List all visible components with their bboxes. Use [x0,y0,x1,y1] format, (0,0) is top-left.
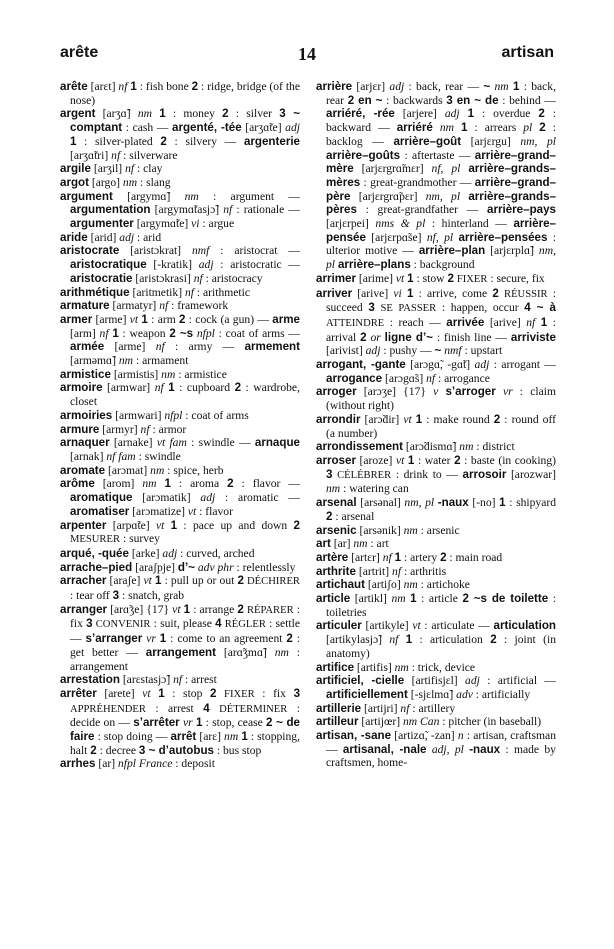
dictionary-entry: arrhes [ar] nfpl France : deposit [60,757,215,771]
dictionary-entry: arroser [aroze] vt 1 : water 2 : baste (in cooking) 3 CÉLÉBRER : drink to — arrosoir [arozwar] nm : watering can [316,453,556,496]
guide-word-left: arête [60,44,99,61]
dictionary-entry: armure [armyr] nf : armor [60,422,187,436]
dictionary-entry: arrogant, -gante [arɔgɑ̃, -gɑ̃t] adj : arrogant — arrogance [arɔgɑ̃s] nf : arrogance [316,358,556,385]
dictionary-columns [60,80,557,940]
dictionary-entry: argot [argo] nm : slang [60,175,171,189]
dictionary-entry: arnaquer [arnake] vt fam : swindle — arnaque [arnak] nf fam : swindle [60,436,300,463]
dictionary-entry: aride [arid] adj : arid [60,230,162,244]
dictionary-entry: argument [argymɑ̃] nm : argument — argumentation [argymɑ̃tasjɔ̃] nf : rationale — argumenter [argymɑ̃te] vi : argue [60,189,300,231]
dictionary-entry: aristocrate [aristɔkrat] nmf : aristocrat — aristocratique [-kratik] adj : aristocratic — aristocratie [aristɔkrasi] nf : aristocracy [60,244,300,285]
dictionary-entry: artichaut [artiʃo] nm : artichoke [316,578,470,592]
dictionary-entry: argile [arʒil] nf : clay [60,162,163,176]
dictionary-entry: artilleur [artijœr] nm Can : pitcher (in baseball) [316,715,542,729]
dictionary-entry: articuler [artikyle] vt : articulate — articulation [artikylasjɔ̃] nf 1 : articulation 2 : joint (in anatomy) [316,619,556,660]
dictionary-entry: armoiries [armwari] nfpl : coat of arms [60,408,249,422]
dictionary-entry: armature [armatyr] nf : framework [60,299,229,313]
dictionary-entry: arrière [arjɛr] adj : back, rear — ~ nm 1 : back, rear 2 en ~ : backwards 3 en ~ de : behind — arriéré, -rée [arjere] adj 1 : overdue 2 : backward — arriéré nm 1 : arrears pl 2 : backlog — arrière–goût [arjɛrgu] nm, pl arrière–goûts : aftertaste — arrière–grand–mère [arjɛrgrɑ̃mɛr] nf, pl arrière–grands–mères : great-grandmother — arrière–grand–père [arjɛrgrɑ̃pɛr] nm, pl arrière–grands–pères : great-grandfather — arrière–pays [arjɛrpei] nms & pl : hinterland — arrière–pensée [arjɛrpɑ̃se] nf, pl arrière–pensées : ulterior motive — arrière–plan [arjɛrplɑ̃] nm, pl arrière–plans : background [316,80,556,272]
dictionary-entry: artisan, -sane [artizɑ̃, -zan] n : artisan, craftsman — artisanal, -nale adj, pl -naux : made by craftsmen, home- [316,729,556,770]
dictionary-entry: arsenal [arsәnal] nm, pl -naux [-no] 1 : shipyard 2 : arsenal [316,496,556,523]
dictionary-entry: arithmétique [aritmetik] nf : arithmetic [60,285,251,299]
dictionary-entry: armoire [armwar] nf 1 : cupboard 2 : wardrobe, closet [60,381,300,409]
dictionary-entry: arpenter [arpɑ̃te] vt 1 : pace up and down 2 MESURER : survey [60,518,300,546]
dictionary-entry: article [artikl] nm 1 : article 2 ~s de toilette : toiletries [316,592,556,619]
dictionary-entry: arrondissement [arɔ̃dismɑ̃] nm : district [316,440,515,454]
dictionary-entry: aromate [arɔmat] nm : spice, herb [60,463,224,477]
dictionary-entry: arthrite [artrit] nf : arthritis [316,564,447,578]
dictionary-entry: arrache–pied [araʃpje] d’~ adv phr : relentlessly [60,560,296,574]
dictionary-entry: argent [arʒɑ̃] nm 1 : money 2 : silver 3 ~ comptant : cash — argenté, -tée [arʒɑ̃te] adj 1 : silver-plated 2 : silvery — argenterie [arʒɑ̃tri] nf : silverware [60,107,300,162]
dictionary-entry: artifice [artifis] nm : trick, device [316,660,476,674]
dictionary-entry: arôme [arom] nm 1 : aroma 2 : flavor — aromatique [arɔmatik] adj : aromatic — aromatiser [arɔmatize] vt : flavor [60,477,300,518]
dictionary-entry: arriver [arive] vi 1 : arrive, come 2 RÉUSSIR : succeed 3 SE PASSER : happen, occur 4 ~ à ATTEINDRE : reach — arrivée [arive] nf 1 : arrival 2 or ligne d’~ : finish line — arriviste [arivist] adj : pushy — ~ nmf : upstart [316,286,556,358]
guide-word-right: artisan [501,44,554,61]
dictionary-entry: arrestation [arɛstasjɔ̃] nf : arrest [60,673,217,687]
dictionary-entry: arroger [arɔʒe] {17} v s’arroger vr : claim (without right) [316,385,556,413]
dictionary-entry: arranger [arɑ̃ʒe] {17} vt 1 : arrange 2 RÉPARER : fix 3 CONVENIR : suit, please 4 RÉGLER : settle — s’arranger vr 1 : come to an agreement 2 : get better — arrangement [arɑ̃ʒmɑ̃] nm : arrangement [60,602,301,673]
dictionary-entry: artillerie [artijri] nf : artillery [316,701,456,715]
left-column [60,80,300,771]
page-number: 14 [298,44,316,64]
dictionary-entry: arsenic [arsәnik] nm : arsenic [316,523,460,537]
dictionary-entry: arracher [araʃe] vt 1 : pull up or out 2 DÉCHIRER : tear off 3 : snatch, grab [60,574,300,603]
dictionary-entry: art [ar] nm : art [316,537,389,551]
dictionary-entry: arête [arɛt] nf 1 : fish bone 2 : ridge, bridge (of the nose) [60,80,300,107]
dictionary-entry: arrêter [arete] vt 1 : stop 2 FIXER : fix 3 APPRÉHENDER : arrest 4 DÉTERMINER : decide on — s’arrêter vr 1 : stop, cease 2 ~ de faire : stop doing — arrêt [arɛ] nm 1 : stopping, halt 2 : decree 3 ~ d’autobus : bus stop [60,686,301,757]
dictionary-entry: artificiel, -cielle [artifisjɛl] adj : artificial — artificiellement [-sjɛlmɑ̃] adv : artificially [316,674,557,701]
dictionary-entry: armistice [armistis] nm : armistice [60,367,227,381]
dictionary-entry: artère [artɛr] nf 1 : artery 2 : main road [316,550,503,564]
dictionary-entry: arqué, -quée [arke] adj : curved, arched [60,546,255,560]
right-column [316,80,556,770]
dictionary-entry: arrondir [arɔ̃dir] vt 1 : make round 2 : round off (a number) [316,412,556,440]
dictionary-entry: arrimer [arime] vt 1 : stow 2 FIXER : secure, fix [316,271,545,285]
page-header [60,44,554,68]
dictionary-entry: armer [arme] vt 1 : arm 2 : cock (a gun) — arme [arm] nf 1 : weapon 2 ~s nfpl : coat of arms — armée [arme] nf : army — armement [armәmɑ̃] nm : armament [60,312,300,368]
